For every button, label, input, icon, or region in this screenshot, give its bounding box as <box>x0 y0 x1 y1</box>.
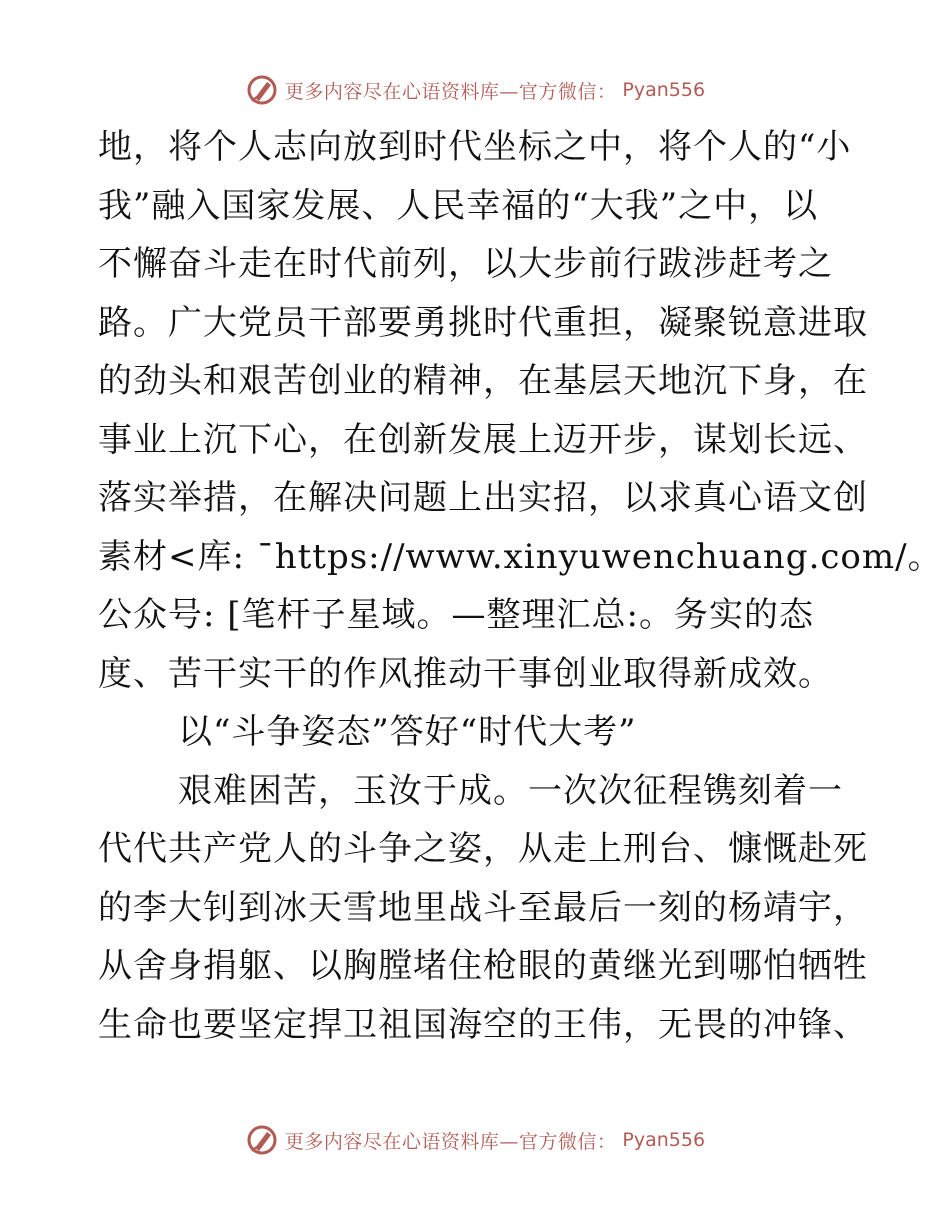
text-line: 从舍身捐躯、以胸膛堵住枪眼的黄继光到哪怕牺牲 <box>98 946 868 986</box>
text-line: 生命也要坚定捍卫祖国海空的王伟，无畏的冲锋、 <box>98 1004 868 1045</box>
watermark-wechat-id: Pyan556 <box>622 79 706 101</box>
pen-logo-icon <box>245 1123 279 1157</box>
text-line: 我”融入国家发展、人民幸福的“大我”之中，以 <box>98 185 819 226</box>
section-heading: 以“斗争姿态”答好“时代大考” <box>178 712 637 752</box>
watermark-text: 更多内容尽在心语资料库—官方微信： <box>284 80 617 103</box>
text-line-url: 素材<库: ¯https://www.xinyuwenchuang.com/。 <box>98 536 943 577</box>
document-body <box>98 118 943 1054</box>
watermark-text: 更多内容尽在心语资料库—官方微信： <box>284 1130 617 1153</box>
text-line: 地，将个人志向放到时代坐标之中，将个人的“小 <box>98 127 852 167</box>
text-line: 度、苦干实干的作风推动干事创业取得新成效。 <box>98 653 833 694</box>
text-line: 的劲头和艰苦创业的精神，在基层天地沉下身，在 <box>98 361 868 401</box>
footer-watermark <box>0 1120 950 1160</box>
text-line: 代代共产党人的斗争之姿，从走上刑台、慷慨赴死 <box>98 829 868 869</box>
text-line: 不懈奋斗走在时代前列，以大步前行跋涉赶考之 <box>98 244 833 284</box>
pen-logo-icon <box>245 73 279 107</box>
text-line: 落实举措，在解决问题上出实招，以求真心语文创 <box>98 478 868 518</box>
text-line: 的李大钊到冰天雪地里战斗至最后一刻的杨靖宇， <box>98 887 868 928</box>
text-line: 事业上沉下心，在创新发展上迈开步，谋划长远、 <box>98 419 868 460</box>
text-line: 公众号: [笔杆子星域。—整理汇总:。务实的态 <box>98 595 814 635</box>
text-line: 艰难困苦，玉汝于成。一次次征程镌刻着一 <box>178 770 843 811</box>
watermark-wechat-id: Pyan556 <box>622 1129 706 1151</box>
header-watermark <box>0 70 950 110</box>
text-line: 路。广大党员干部要勇挑时代重担，凝聚锐意进取 <box>98 302 868 343</box>
